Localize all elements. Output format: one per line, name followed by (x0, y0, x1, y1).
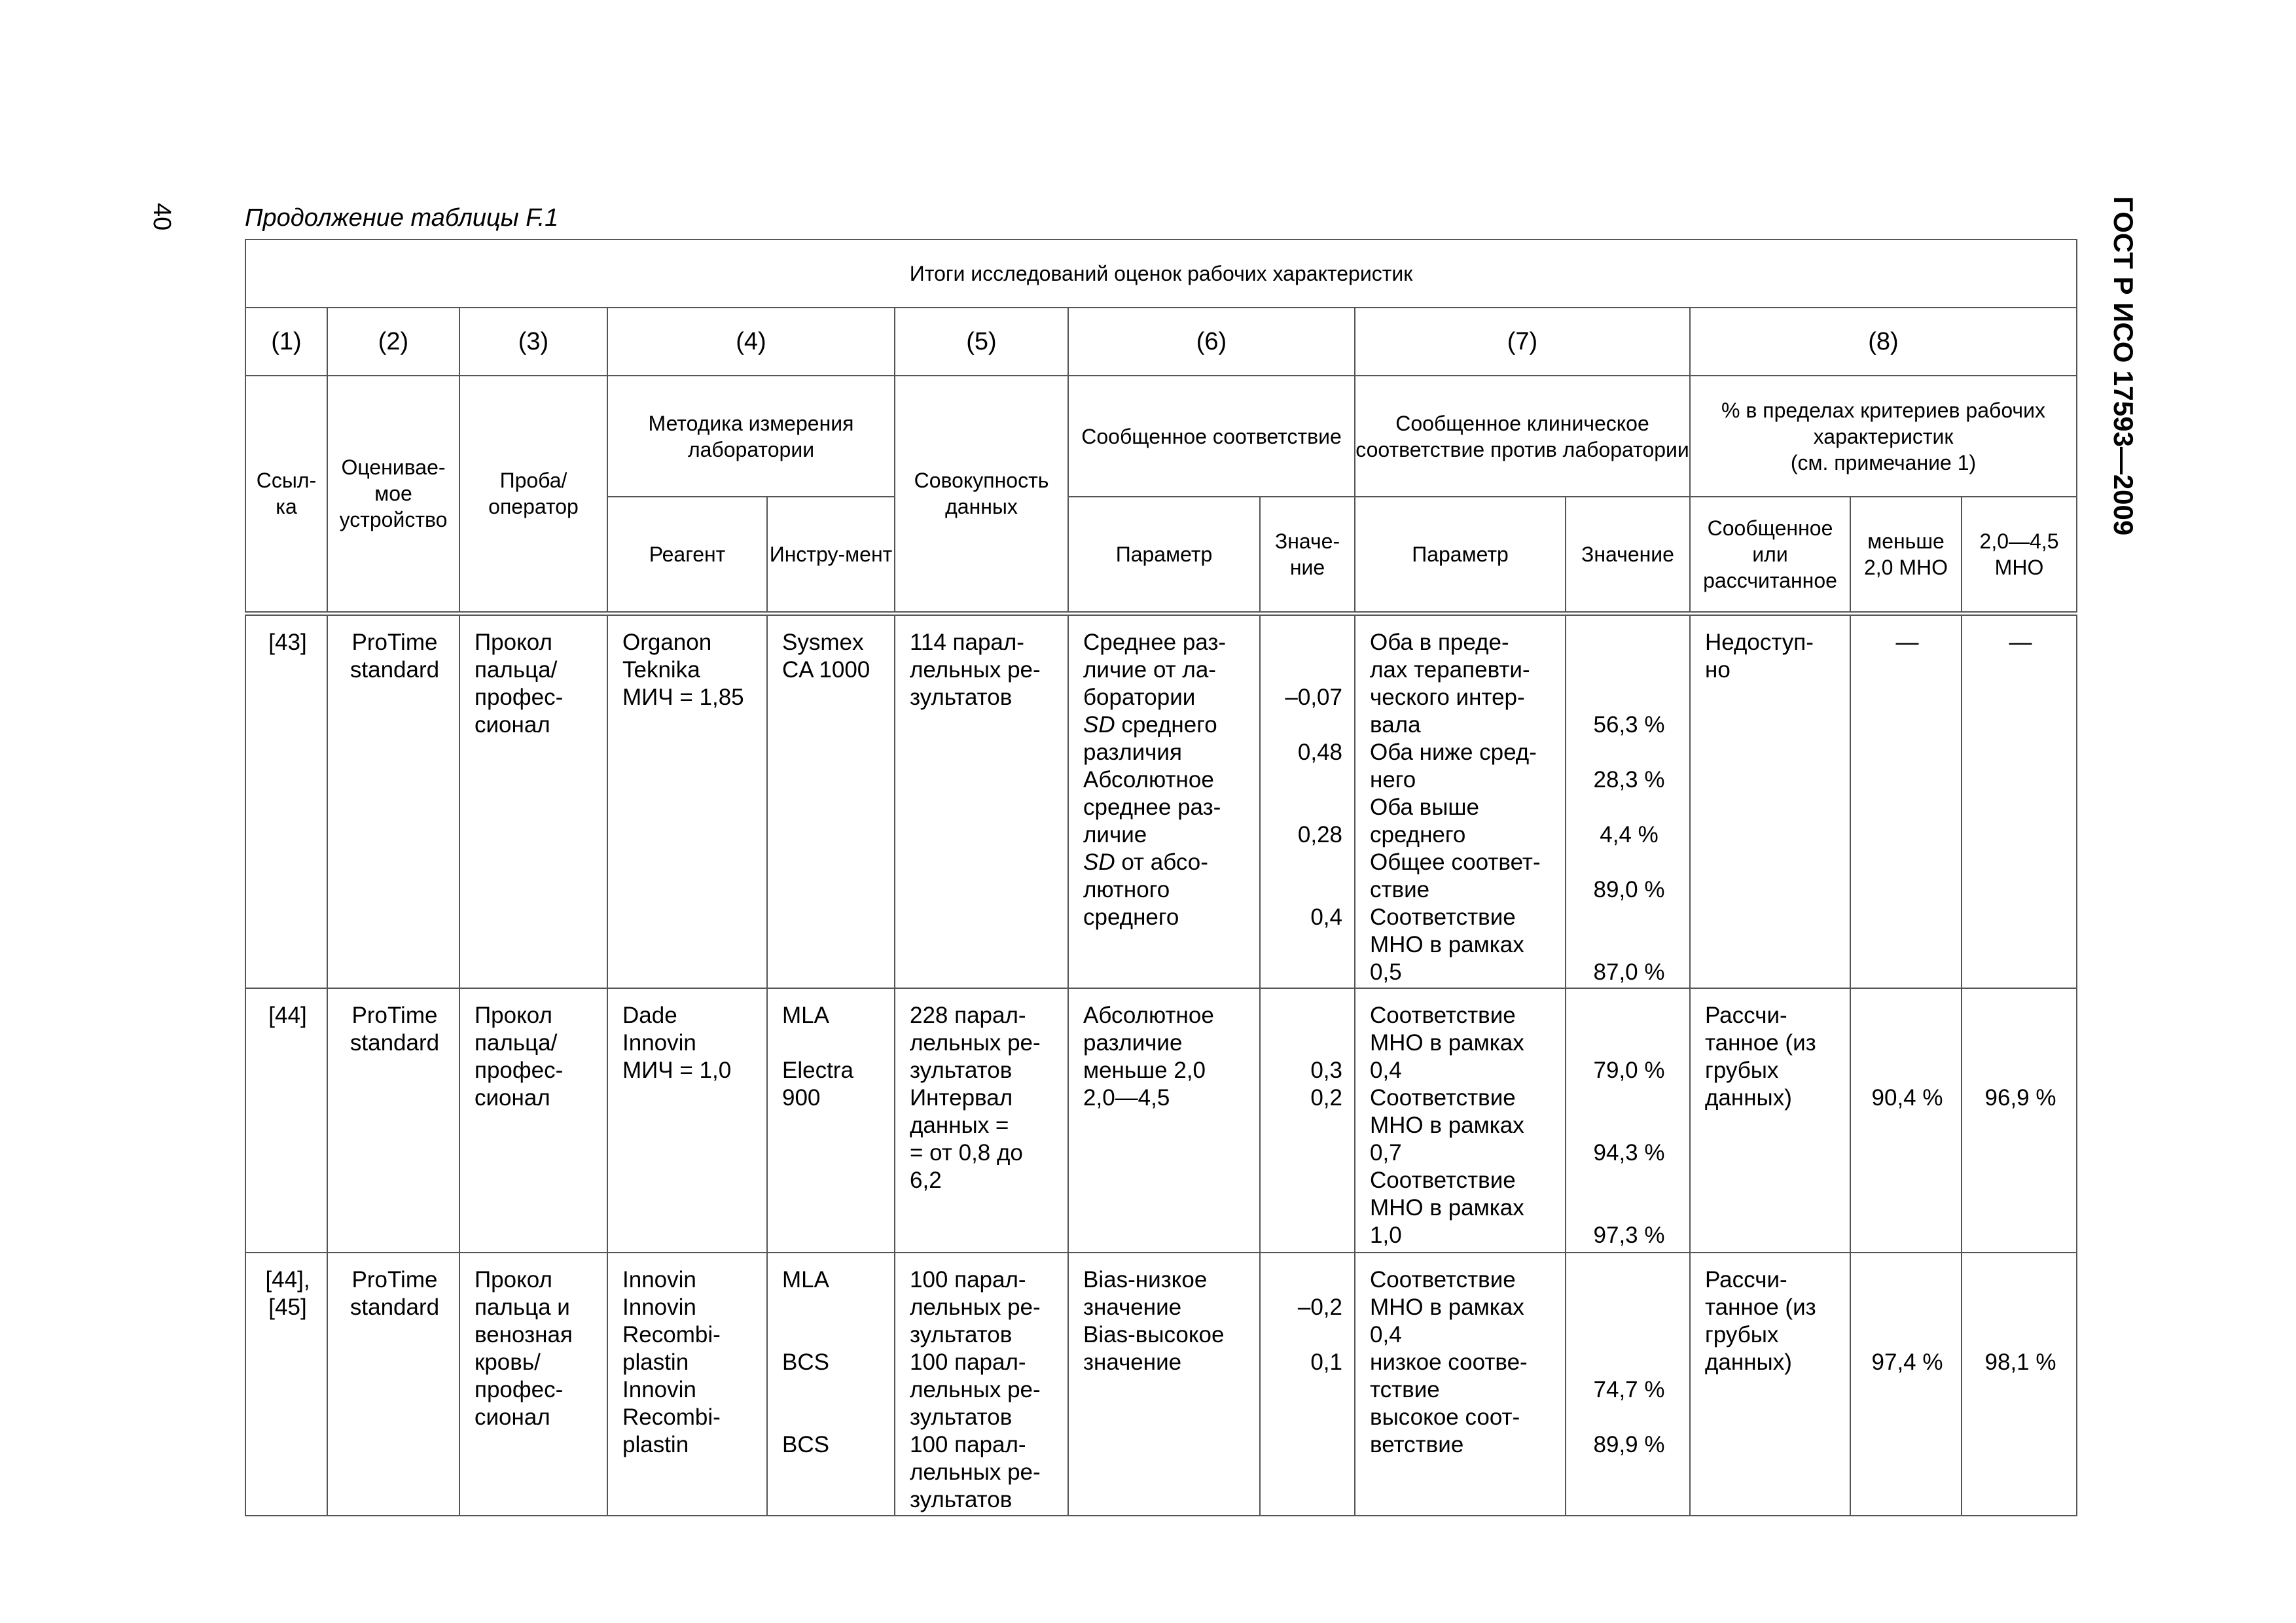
reported-line: грубых (1705, 1057, 1779, 1083)
parameter7-line: лах терапевти- (1370, 656, 1530, 683)
parameter7-line: 1,0 (1370, 1222, 1402, 1248)
dataset-line: лельных ре- (910, 1029, 1041, 1056)
parameter7-line: низкое соотве- (1370, 1349, 1528, 1375)
value7-line (1581, 684, 1677, 711)
reagent-line: plastin (622, 1431, 689, 1457)
parameter7-line: 0,4 (1370, 1057, 1402, 1083)
parameter6-line: Абсолютное (1083, 766, 1214, 793)
value6-line: 0,2 (1310, 1084, 1342, 1111)
dataset-line: лельных ре- (910, 656, 1041, 683)
value7-line: 89,9 % (1593, 1431, 1665, 1457)
value6-line (1275, 711, 1342, 739)
reagent-line: Recombi- (622, 1321, 721, 1347)
value6-line: 0,4 (1310, 904, 1342, 930)
reported-line: данных) (1705, 1349, 1792, 1375)
reported-cell (1690, 1253, 1850, 1516)
reported-cell (1690, 613, 1850, 988)
instrument-line: MLA (782, 1002, 829, 1028)
parameter7-line: МНО в рамках (1370, 1194, 1524, 1221)
parameter6-line: личие от ла- (1083, 656, 1216, 683)
parameter6-line: SD от абсо- (1083, 849, 1208, 875)
parameter7-line: Соответствие (1370, 904, 1516, 930)
instrument-line (782, 1294, 882, 1321)
value7-line: 74,7 % (1593, 1376, 1665, 1402)
value7-line (1581, 739, 1677, 766)
value7-line: 4,4 % (1600, 821, 1659, 847)
instrument-cell (767, 988, 895, 1253)
table-caption: Продолжение таблицы F.1 (245, 204, 559, 232)
parameter7-line: ветствие (1370, 1431, 1464, 1457)
ref-cell (245, 1253, 327, 1516)
reagent-line: Recombi- (622, 1404, 721, 1430)
reported-cell (1690, 988, 1850, 1253)
reported-line: Рассчи- (1705, 1266, 1787, 1293)
page-number: 40 (148, 203, 175, 231)
instrument-line (782, 1404, 882, 1431)
value6-line (1275, 1029, 1342, 1057)
reported-line: танное (из (1705, 1029, 1816, 1056)
column-number: (2) (327, 308, 459, 376)
parameter7-line: МНО в рамках (1370, 1294, 1524, 1320)
instrument-line: MLA (782, 1266, 829, 1293)
parameter7-line: 0,5 (1370, 959, 1402, 985)
range-cell: — (1962, 613, 2077, 988)
dataset-line: 100 парал- (910, 1349, 1026, 1375)
value7-line (1581, 1002, 1677, 1029)
header-criteria-note: (см. примечание 1) (1790, 450, 1977, 474)
instrument-line (782, 1029, 882, 1057)
ref-cell (245, 988, 327, 1253)
header-device: Оценивае-мое устройство (327, 376, 459, 613)
value6-line: –0,2 (1297, 1294, 1342, 1320)
dataset-cell (895, 988, 1068, 1253)
parameter7-line: МНО в рамках (1370, 931, 1524, 957)
device-cell: ProTime standard (327, 613, 459, 988)
dataset-cell (895, 1253, 1068, 1516)
dataset-line: 228 парал- (910, 1002, 1026, 1028)
parameter7-line: ческого интер- (1370, 684, 1525, 710)
results-table (245, 239, 2077, 1516)
value6-line (1275, 1002, 1342, 1029)
parameter7-cell (1355, 988, 1566, 1253)
parameter7-line: ствие (1370, 876, 1430, 902)
parameter7-cell (1355, 613, 1566, 988)
header-parameter-6: Параметр (1068, 497, 1260, 613)
reagent-line: Innovin (622, 1266, 696, 1293)
value7-line (1581, 931, 1677, 959)
table-row (245, 1253, 2077, 1516)
value7-line (1581, 794, 1677, 821)
dataset-line: Интервал (910, 1084, 1013, 1111)
value7-line (1581, 1321, 1677, 1349)
dataset-line: = от 0,8 до (910, 1139, 1023, 1166)
value6-line (1275, 629, 1342, 656)
header-ref: Ссыл-ка (245, 376, 327, 613)
value6-line (1275, 1266, 1342, 1294)
parameter7-cell (1355, 1253, 1566, 1516)
value7-line (1581, 1167, 1677, 1194)
parameter7-line: Соответствие (1370, 1084, 1516, 1111)
header-criteria (1690, 376, 2077, 497)
parameter6-line: различие (1083, 1029, 1183, 1056)
header-instrument: Инстру-мент (767, 497, 895, 613)
parameter6-line: среднего (1083, 904, 1179, 930)
parameter7-line: Общее соответ- (1370, 849, 1541, 875)
dataset-line: зультатов (910, 1321, 1013, 1347)
column-number: (8) (1690, 308, 2077, 376)
parameter7-line: вала (1370, 711, 1421, 738)
less2-cell: 97,4 % (1850, 1253, 1962, 1516)
value6-line (1275, 876, 1342, 904)
column-number: (1) (245, 308, 327, 376)
instrument-line (782, 1321, 882, 1349)
reported-line: данных) (1705, 1084, 1792, 1111)
reagent-cell (607, 1253, 767, 1516)
range-cell: 96,9 % (1962, 988, 2077, 1253)
header-sample: Проба/ оператор (459, 376, 607, 613)
dataset-line: данных = (910, 1112, 1009, 1138)
column-number: (7) (1355, 308, 1690, 376)
parameter7-line: Оба ниже сред- (1370, 739, 1537, 765)
column-number: (5) (895, 308, 1068, 376)
column-number: (6) (1068, 308, 1355, 376)
sample-cell: Прокол пальца и венозная кровь/ профес-сионал (459, 1253, 607, 1516)
value6-line (1275, 1321, 1342, 1349)
value6-cell (1260, 988, 1355, 1253)
value7-line (1581, 629, 1677, 656)
value7-line (1581, 904, 1677, 931)
instrument-cell (767, 1253, 895, 1516)
dataset-line: 100 парал- (910, 1266, 1026, 1293)
less2-cell: — (1850, 613, 1962, 988)
instrument-line: BCS (782, 1349, 829, 1375)
instrument-line (782, 1376, 882, 1404)
parameter6-line: значение (1083, 1294, 1182, 1320)
dataset-line: зультатов (910, 1404, 1013, 1430)
parameter7-line: МНО в рамках (1370, 1029, 1524, 1056)
value7-line: 87,0 % (1593, 959, 1665, 985)
reported-line: грубых (1705, 1321, 1779, 1347)
dataset-line: 6,2 (910, 1167, 942, 1193)
parameter6-line: 2,0—4,5 (1083, 1084, 1170, 1111)
sample-cell: Прокол пальца/ профес-сионал (459, 988, 607, 1253)
reagent-line: Organon (622, 629, 712, 655)
reagent-line: Teknika (622, 656, 700, 683)
value7-line (1581, 1404, 1677, 1431)
value7-line: 89,0 % (1593, 876, 1665, 902)
header-lab-method: Методика измерения лаборатории (607, 376, 895, 497)
standard-code: ГОСТ Р ИСО 17593—2009 (2108, 196, 2139, 536)
sd-abbrev: SD (1083, 711, 1115, 738)
instrument-line: Sysmex (782, 629, 864, 655)
value7-line (1581, 1194, 1677, 1222)
value7-cell (1566, 613, 1690, 988)
parameter7-line: 0,7 (1370, 1139, 1402, 1166)
header-less-2: меньше 2,0 МНО (1850, 497, 1962, 613)
reported-line: Недоступ- (1705, 629, 1814, 655)
parameter6-line: лютного (1083, 876, 1170, 902)
dataset-cell (895, 613, 1068, 988)
value6-cell (1260, 1253, 1355, 1516)
parameter7-line: Соответствие (1370, 1266, 1516, 1293)
parameter7-line: Соответствие (1370, 1167, 1516, 1193)
table-row (245, 988, 2077, 1253)
parameter7-line: Оба выше (1370, 794, 1479, 820)
value6-line (1275, 766, 1342, 794)
parameter6-line: Среднее раз- (1083, 629, 1227, 655)
less2-cell: 90,4 % (1850, 988, 1962, 1253)
table-row (245, 613, 2077, 988)
parameter6-cell (1068, 1253, 1260, 1516)
parameter7-line: Соответствие (1370, 1002, 1516, 1028)
reagent-line: Innovin (622, 1294, 696, 1320)
sample-cell: Прокол пальца/ профес-сионал (459, 613, 607, 988)
value7-line: 79,0 % (1593, 1057, 1665, 1083)
parameter7-line: тствие (1370, 1376, 1440, 1402)
value7-line (1581, 1349, 1677, 1376)
value6-line (1275, 849, 1342, 876)
reagent-line: Innovin (622, 1376, 696, 1402)
reported-line: но (1705, 656, 1731, 683)
table-title: Итоги исследований оценок рабочих характеристик (245, 240, 2077, 308)
device-cell: ProTime standard (327, 1253, 459, 1516)
value7-line (1581, 849, 1677, 876)
parameter7-line: него (1370, 766, 1416, 793)
dataset-line: зультатов (910, 1057, 1013, 1083)
parameter7-line: 0,4 (1370, 1321, 1402, 1347)
value6-line: 0,1 (1310, 1349, 1342, 1375)
value6-line: 0,28 (1297, 821, 1342, 847)
ref-text: [44], [45] (265, 1266, 310, 1320)
dataset-line: зультатов (910, 684, 1013, 710)
range-cell: 98,1 % (1962, 1253, 2077, 1516)
reagent-cell (607, 988, 767, 1253)
value7-line (1581, 1084, 1677, 1112)
value7-line: 28,3 % (1593, 766, 1665, 793)
sd-abbrev: SD (1083, 849, 1115, 875)
header-dataset: Совокупность данных (895, 376, 1068, 613)
dataset-line: лельных ре- (910, 1459, 1041, 1485)
parameter7-line: среднего (1370, 821, 1466, 847)
parameter7-line: высокое соот- (1370, 1404, 1520, 1430)
parameter6-line: различия (1083, 739, 1182, 765)
reagent-line: plastin (622, 1349, 689, 1375)
value6-line (1275, 794, 1342, 821)
parameter7-line: Оба в преде- (1370, 629, 1509, 655)
reported-line: танное (из (1705, 1294, 1816, 1320)
parameter6-line: боратории (1083, 684, 1196, 710)
dataset-line: 114 парал- (910, 629, 1024, 655)
header-value-7: Значение (1566, 497, 1690, 613)
header-range: 2,0—4,5 МНО (1962, 497, 2077, 613)
header-clinical: Сообщенное клиническое соответствие против лаборатории (1355, 376, 1690, 497)
ref-text: [44] (268, 1002, 307, 1028)
column-number: (3) (459, 308, 607, 376)
parameter6-line: Bias-высокое (1083, 1321, 1225, 1347)
value7-line: 97,3 % (1593, 1222, 1665, 1248)
header-value-6: Значе-ние (1260, 497, 1355, 613)
value6-cell (1260, 613, 1355, 988)
parameter6-line: SD среднего (1083, 711, 1217, 738)
instrument-line: Electra (782, 1057, 853, 1083)
value7-line (1581, 1294, 1677, 1321)
header-criteria-text: % в пределах критериев рабочих характеристик (1721, 398, 2045, 448)
parameter6-line: личие (1083, 821, 1147, 847)
header-reported: Сообщенное или рассчитанное (1690, 497, 1850, 613)
instrument-line: 900 (782, 1084, 821, 1111)
parameter6-cell (1068, 613, 1260, 988)
header-parameter-7: Параметр (1355, 497, 1566, 613)
parameter6-line: значение (1083, 1349, 1182, 1375)
value7-cell (1566, 1253, 1690, 1516)
dataset-line: лельных ре- (910, 1294, 1041, 1320)
column-number: (4) (607, 308, 895, 376)
parameter6-line: меньше 2,0 (1083, 1057, 1206, 1083)
dataset-line: зультатов (910, 1486, 1013, 1512)
value7-line: 56,3 % (1593, 711, 1665, 738)
instrument-line: CA 1000 (782, 656, 870, 683)
parameter6-line: среднее раз- (1083, 794, 1221, 820)
value7-line (1581, 1029, 1677, 1057)
value7-line (1581, 1266, 1677, 1294)
ref-cell (245, 613, 327, 988)
parameter6-line: Bias-низкое (1083, 1266, 1208, 1293)
header-reagent: Реагент (607, 497, 767, 613)
reagent-line: МИЧ = 1,0 (622, 1057, 732, 1083)
value7-line (1581, 656, 1677, 684)
device-cell: ProTime standard (327, 988, 459, 1253)
value7-cell (1566, 988, 1690, 1253)
parameter6-cell (1068, 988, 1260, 1253)
value6-line: 0,3 (1310, 1057, 1342, 1083)
header-agreement: Сообщенное соответствие (1068, 376, 1355, 497)
value6-line (1275, 656, 1342, 684)
parameter7-line: МНО в рамках (1370, 1112, 1524, 1138)
reagent-line: МИЧ = 1,85 (622, 684, 744, 710)
value7-line: 94,3 % (1593, 1139, 1665, 1166)
value6-line: –0,07 (1285, 684, 1342, 710)
dataset-line: 100 парал- (910, 1431, 1026, 1457)
reported-line: Рассчи- (1705, 1002, 1787, 1028)
ref-text: [43] (268, 629, 307, 655)
parameter6-line: Абсолютное (1083, 1002, 1214, 1028)
value7-line (1581, 1112, 1677, 1139)
instrument-cell (767, 613, 895, 988)
instrument-line: BCS (782, 1431, 829, 1457)
reagent-cell (607, 613, 767, 988)
dataset-line: лельных ре- (910, 1376, 1041, 1402)
reagent-line: Dade (622, 1002, 677, 1028)
reagent-line: Innovin (622, 1029, 696, 1056)
value6-line: 0,48 (1297, 739, 1342, 765)
